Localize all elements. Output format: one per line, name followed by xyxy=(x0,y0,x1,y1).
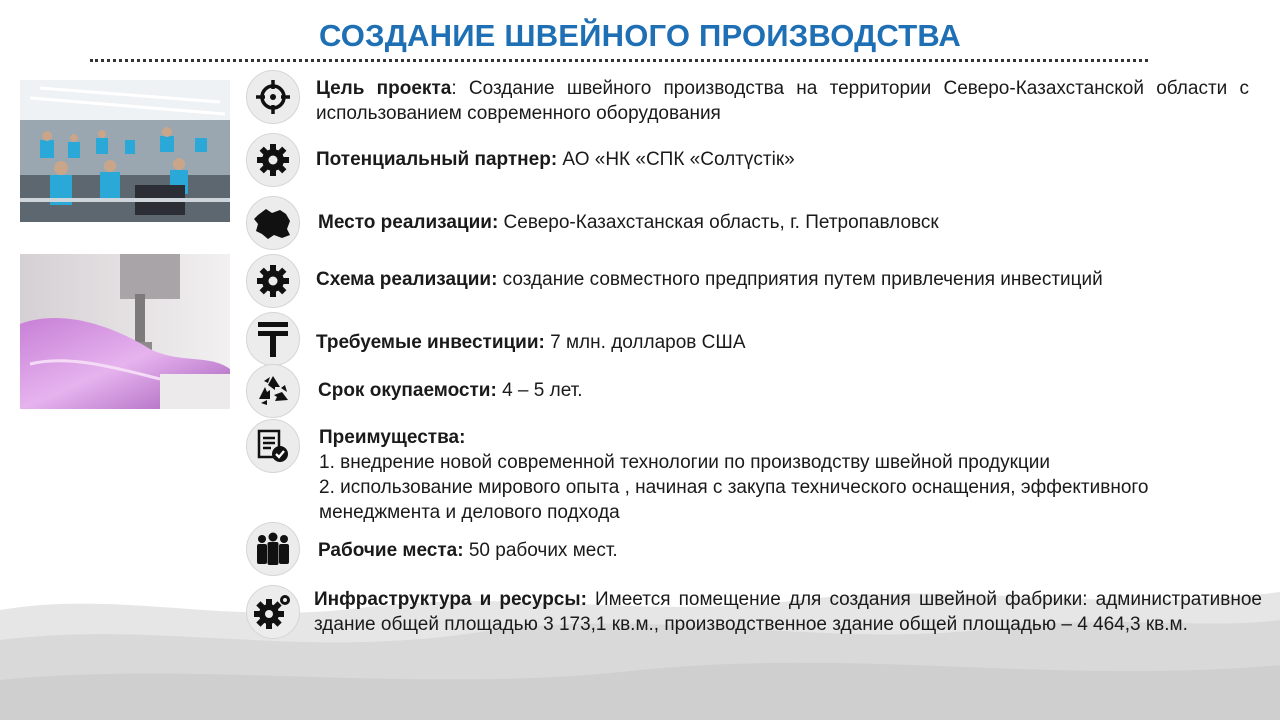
title-divider xyxy=(90,59,1148,62)
target-icon xyxy=(246,70,300,124)
gears-icon xyxy=(246,585,300,639)
payback-period xyxy=(318,378,1251,403)
implementation-scheme-text: создание совместного предприятия путем привлечения инвестиций xyxy=(497,269,1103,290)
gear-icon xyxy=(246,133,300,187)
checklist-icon xyxy=(246,419,300,473)
required-investment-label: Требуемые инвестиции: xyxy=(316,332,545,353)
sewing-machine-photo xyxy=(20,254,230,409)
payback-period-text: 4 – 5 лет. xyxy=(496,380,583,401)
implementation-place xyxy=(318,210,1251,235)
implementation-scheme-label: Схема реализации: xyxy=(316,269,498,290)
infrastructure-text: Имеется помещение для создания швейной фабрики: административное здание общей площадью 3 173,1 кв.м., производственное здание общей площадью – 4 464,3 кв.м. xyxy=(314,589,1262,635)
payback-period-label: Срок окупаемости: xyxy=(318,380,497,401)
advantages xyxy=(319,425,1264,525)
potential-partner-label: Потенциальный партнер: xyxy=(316,149,558,170)
recycle-icon xyxy=(246,364,300,418)
implementation-place-text: Северо-Казахстанская область, г. Петропавловск xyxy=(498,212,939,233)
gear-icon xyxy=(246,254,300,308)
advantage-item: 1. внедрение новой современной технологии по производству швейной продукции xyxy=(319,452,1051,473)
project-goal-label: Цель проекта xyxy=(316,78,452,99)
project-goal-separator: : xyxy=(451,78,469,99)
infrastructure xyxy=(314,587,1262,637)
page-title: СОЗДАНИЕ ШВЕЙНОГО ПРОИЗВОДСТВА xyxy=(318,18,961,53)
people-icon xyxy=(246,522,300,576)
sewing-workshop-photo xyxy=(20,80,230,222)
tenge-icon xyxy=(246,312,300,366)
advantage-item: 2. использование мирового опыта , начиная с закупа технического оснащения, эффективного менеджмента и делового подхода xyxy=(319,477,1149,523)
project-goal xyxy=(316,76,1249,126)
infrastructure-label: Инфраструктура и ресурсы: xyxy=(314,589,587,610)
potential-partner-text: АО «НК «СПК «Солтүстік» xyxy=(557,149,795,170)
required-investment-text: 7 млн. долларов США xyxy=(544,332,746,353)
jobs-text: 50 рабочих мест. xyxy=(463,540,618,561)
project-goal-text: Создание швейного производства на территории Северо-Казахстанской области с использованием современного оборудования xyxy=(316,78,1250,124)
potential-partner xyxy=(316,147,1249,172)
advantages-label: Преимущества: xyxy=(319,427,466,448)
required-investment xyxy=(316,330,1249,355)
jobs xyxy=(318,538,1251,563)
region-map-icon xyxy=(246,196,300,250)
implementation-place-label: Место реализации: xyxy=(318,212,499,233)
jobs-label: Рабочие места: xyxy=(318,540,464,561)
implementation-scheme xyxy=(316,267,1202,292)
